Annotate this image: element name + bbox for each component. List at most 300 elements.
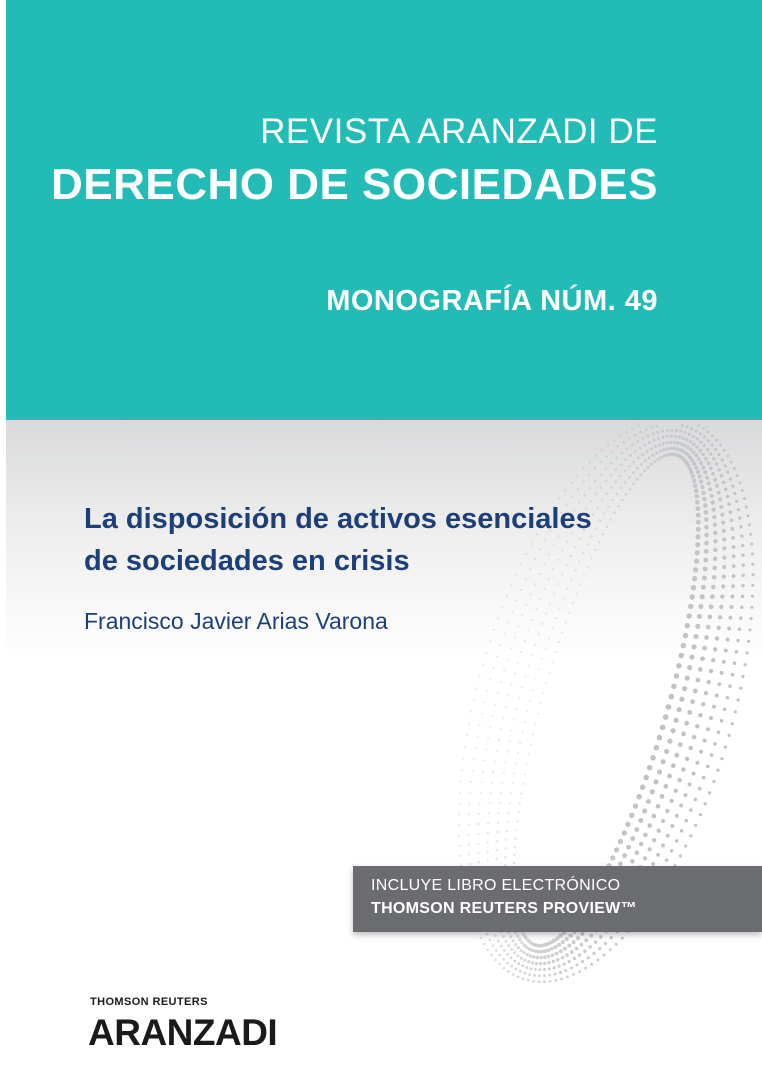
swirl-dot (615, 457, 617, 459)
swirl-dot (555, 617, 557, 619)
swirl-dot (583, 494, 585, 496)
swirl-dot (475, 747, 477, 749)
swirl-dot (689, 746, 693, 750)
swirl-dot (706, 448, 709, 451)
swirl-dot (693, 689, 698, 694)
swirl-dot (721, 458, 724, 461)
swirl-dot (682, 686, 687, 691)
swirl-dot (745, 506, 748, 509)
swirl-dot (519, 970, 522, 973)
swirl-dot (686, 613, 691, 618)
swirl-dot (606, 493, 608, 495)
swirl-dot (656, 804, 661, 809)
swirl-dot (490, 954, 492, 956)
swirl-dot (742, 563, 745, 566)
swirl-dot (708, 487, 712, 491)
swirl-dot (621, 937, 624, 940)
swirl-dot (517, 946, 520, 949)
swirl-dot (477, 852, 479, 854)
swirl-dot (510, 584, 512, 586)
swirl-dot (684, 721, 689, 726)
swirl-dot (538, 968, 541, 971)
swirl-dot (572, 940, 576, 944)
swirl-dot (512, 973, 515, 976)
swirl-dot (507, 970, 510, 973)
swirl-dot (614, 847, 619, 852)
swirl-dot (523, 959, 526, 962)
swirl-dot (516, 820, 518, 822)
swirl-dot (711, 500, 715, 504)
swirl-dot (683, 444, 686, 447)
swirl-dot (497, 692, 499, 694)
swirl-dot (590, 963, 593, 966)
swirl-dot (592, 952, 595, 955)
swirl-dot (502, 958, 505, 961)
swirl-dot (626, 448, 629, 451)
swirl-dot (524, 936, 527, 939)
swirl-dot (651, 454, 654, 457)
swirl-dot (700, 594, 705, 599)
swirl-dot (713, 557, 718, 562)
swirl-dot (459, 845, 461, 847)
swirl-dot (694, 488, 699, 493)
swirl-dot (588, 474, 590, 476)
swirl-dot (479, 802, 481, 804)
swirl-dot (728, 684, 732, 688)
swirl-dot (468, 834, 470, 836)
swirl-dot (650, 447, 653, 450)
swirl-dot (526, 710, 528, 712)
swirl-dot (670, 849, 674, 853)
swirl-dot (639, 842, 644, 847)
swirl-dot (707, 481, 711, 485)
swirl-dot (492, 771, 494, 773)
swirl-dot (529, 954, 532, 957)
swirl-dot (724, 649, 728, 653)
swirl-dot (634, 827, 639, 832)
swirl-dot (496, 655, 498, 657)
book-title-line-1: La disposición de activos esenciales (84, 503, 592, 535)
swirl-dot (487, 859, 489, 861)
swirl-dot (642, 809, 647, 814)
swirl-dot (735, 650, 739, 654)
swirl-dot (517, 976, 520, 979)
swirl-dot (677, 707, 682, 712)
swirl-dot (691, 644, 696, 649)
swirl-dot (462, 758, 464, 760)
swirl-dot (565, 937, 569, 941)
swirl-dot (496, 750, 498, 752)
swirl-dot (539, 962, 542, 965)
swirl-dot (646, 450, 649, 453)
swirl-dot (688, 782, 692, 786)
swirl-dot (537, 713, 539, 715)
swirl-dot (582, 467, 584, 469)
swirl-dot (485, 748, 487, 750)
swirl-dot (747, 640, 750, 643)
swirl-dot (527, 979, 530, 982)
swirl-dot (702, 427, 705, 430)
ebook-banner-line1: INCLUYE LIBRO ELECTRÓNICO (371, 877, 621, 894)
swirl-dot (726, 454, 729, 457)
swirl-dot (496, 849, 498, 851)
swirl-dot (701, 585, 706, 590)
swirl-dot (689, 655, 694, 660)
swirl-dot (709, 716, 713, 720)
swirl-dot (528, 973, 531, 976)
swirl-dot (687, 665, 692, 670)
swirl-dot (533, 974, 536, 977)
swirl-dot (711, 585, 716, 590)
swirl-dot (741, 675, 744, 678)
swirl-dot (504, 761, 506, 763)
swirl-dot (628, 437, 630, 439)
swirl-dot (712, 575, 717, 580)
swirl-dot (709, 452, 712, 455)
swirl-dot (656, 853, 660, 857)
swirl-dot (719, 505, 723, 509)
swirl-dot (486, 850, 488, 852)
swirl-dot (555, 952, 559, 956)
swirl-dot (506, 595, 508, 597)
swirl-dot (717, 682, 721, 686)
swirl-dot (622, 830, 627, 835)
swirl-dot (505, 940, 508, 943)
swirl-dot (538, 633, 540, 635)
swirl-dot (643, 775, 649, 781)
swirl-dot (534, 644, 536, 646)
swirl-dot (652, 433, 655, 436)
swirl-dot (610, 462, 612, 464)
swirl-dot (688, 604, 693, 609)
swirl-dot (514, 636, 516, 638)
swirl-dot (610, 474, 612, 476)
swirl-dot (518, 697, 520, 699)
swirl-dot (650, 789, 655, 794)
swirl-dot (711, 472, 715, 476)
swirl-dot (538, 980, 541, 983)
swirl-dot (720, 757, 723, 760)
swirl-dot (665, 809, 669, 813)
swirl-dot (583, 949, 586, 952)
swirl-dot (707, 461, 711, 465)
book-cover (6, 0, 762, 1078)
swirl-dot (658, 443, 661, 446)
swirl-dot (741, 584, 744, 587)
swirl-dot (670, 824, 674, 828)
swirl-dot (517, 811, 519, 813)
swirl-dot (730, 605, 734, 609)
swirl-dot (526, 953, 529, 956)
swirl-dot (671, 763, 676, 768)
swirl-dot (639, 473, 642, 476)
swirl-dot (696, 437, 699, 440)
swirl-dot (718, 498, 722, 502)
swirl-dot (679, 854, 682, 857)
swirl-dot (657, 829, 661, 833)
swirl-dot (532, 980, 535, 983)
swirl-dot (524, 721, 526, 723)
swirl-dot (513, 951, 516, 954)
swirl-dot (741, 553, 744, 556)
swirl-dot (482, 664, 484, 666)
swirl-dot (675, 839, 679, 843)
swirl-dot (540, 950, 544, 954)
swirl-dot (722, 537, 726, 541)
swirl-dot (738, 516, 741, 519)
swirl-dot (552, 661, 554, 663)
swirl-dot (727, 734, 730, 737)
swirl-dot (650, 426, 653, 429)
swirl-dot (728, 510, 732, 514)
swirl-dot (713, 478, 717, 482)
swirl-dot (520, 589, 522, 591)
swirl-dot (459, 855, 461, 857)
swirl-dot (636, 794, 642, 800)
swirl-dot (685, 623, 690, 628)
swirl-dot (665, 859, 669, 863)
swirl-dot (635, 851, 640, 856)
swirl-dot (570, 950, 574, 954)
swirl-dot (738, 627, 742, 631)
swirl-dot (458, 803, 460, 805)
ebook-banner (353, 866, 762, 932)
swirl-dot (704, 517, 709, 522)
swirl-dot (674, 718, 679, 723)
swirl-dot (605, 480, 607, 482)
swirl-dot (489, 678, 491, 680)
swirl-dot (639, 431, 642, 434)
swirl-dot (520, 651, 522, 653)
swirl-dot (532, 689, 534, 691)
swirl-dot (671, 429, 674, 432)
swirl-dot (660, 725, 666, 731)
swirl-dot (575, 947, 579, 951)
swirl-dot (541, 623, 543, 625)
swirl-dot (703, 436, 706, 439)
swirl-dot (507, 621, 509, 623)
swirl-dot (750, 617, 753, 620)
swirl-dot (713, 548, 717, 552)
swirl-dot (704, 510, 709, 515)
swirl-dot (704, 549, 709, 554)
swirl-dot (554, 979, 557, 982)
swirl-dot (466, 734, 468, 736)
swirl-dot (703, 558, 708, 563)
swirl-dot (719, 605, 723, 609)
swirl-dot (559, 971, 562, 974)
swirl-dot (689, 808, 693, 812)
swirl-dot (707, 439, 710, 442)
swirl-dot (628, 476, 631, 479)
swirl-dot (709, 669, 713, 673)
swirl-dot (704, 533, 709, 538)
swirl-dot (553, 593, 555, 595)
swirl-dot (523, 944, 526, 947)
swirl-dot (731, 722, 734, 725)
swirl-dot (615, 943, 618, 946)
swirl-dot (564, 969, 567, 972)
swirl-dot (516, 600, 518, 602)
swirl-dot (692, 462, 696, 466)
swirl-dot (691, 474, 695, 478)
swirl-dot (494, 704, 496, 706)
swirl-dot (692, 443, 695, 446)
swirl-dot (503, 967, 505, 969)
swirl-dot (653, 439, 656, 442)
swirl-dot (528, 753, 530, 755)
swirl-dot (698, 667, 703, 672)
swirl-dot (645, 428, 648, 431)
swirl-dot (595, 493, 597, 495)
swirl-dot (557, 964, 560, 967)
swirl-dot (633, 460, 636, 463)
swirl-dot (711, 443, 714, 446)
swirl-dot (521, 964, 524, 967)
swirl-dot (712, 705, 716, 709)
swirl-dot (648, 441, 651, 444)
monograph-number: MONOGRAFÍA NÚM. 49 (326, 285, 658, 317)
swirl-dot (505, 839, 507, 841)
swirl-dot (629, 813, 634, 818)
swirl-dot (677, 778, 681, 782)
swirl-dot (670, 435, 673, 438)
swirl-dot (629, 488, 632, 491)
swirl-dot (653, 460, 656, 463)
swirl-dot (510, 956, 513, 959)
swirl-dot (731, 673, 735, 677)
swirl-dot (603, 954, 606, 957)
swirl-dot (699, 813, 702, 816)
swirl-dot (503, 633, 505, 635)
swirl-dot (632, 482, 635, 485)
swirl-dot (557, 943, 561, 947)
swirl-dot (624, 481, 627, 484)
swirl-dot (730, 518, 734, 522)
swirl-dot (666, 704, 672, 710)
swirl-dot (690, 458, 694, 462)
swirl-dot (615, 480, 618, 483)
swirl-dot (498, 963, 500, 965)
swirl-dot (502, 717, 504, 719)
swirl-dot (693, 483, 698, 488)
swirl-dot (643, 469, 646, 472)
swirl-dot (558, 641, 560, 643)
swirl-dot (667, 739, 672, 744)
swirl-dot (726, 696, 730, 700)
swirl-dot (665, 447, 668, 450)
swirl-dot (512, 783, 514, 785)
swirl-dot (634, 434, 636, 436)
swirl-dot (722, 546, 726, 550)
swirl-dot (575, 963, 578, 966)
swirl-dot (671, 684, 677, 690)
swirl-dot (687, 710, 692, 715)
swirl-dot (604, 942, 607, 945)
swirl-dot (500, 728, 502, 730)
swirl-dot (470, 781, 472, 783)
swirl-dot (543, 974, 546, 977)
swirl-dot (674, 753, 679, 758)
swirl-dot (731, 584, 735, 588)
swirl-dot (750, 542, 753, 545)
swirl-dot (524, 676, 526, 678)
swirl-dot (526, 763, 528, 765)
swirl-dot (486, 690, 488, 692)
swirl-dot (520, 949, 523, 952)
swirl-dot (522, 978, 525, 981)
swirl-dot (632, 471, 635, 474)
swirl-dot (479, 792, 481, 794)
swirl-dot (726, 638, 730, 642)
swirl-dot (601, 449, 603, 451)
swirl-dot (561, 631, 563, 633)
swirl-dot (722, 481, 726, 485)
swirl-dot (624, 470, 627, 473)
swirl-dot (520, 957, 523, 960)
swirl-dot (539, 598, 541, 600)
swirl-dot (641, 453, 644, 456)
swirl-dot (540, 702, 542, 704)
swirl-dot (495, 858, 497, 860)
swirl-dot (506, 953, 509, 956)
swirl-dot (704, 457, 708, 461)
swirl-dot (710, 594, 715, 599)
swirl-dot (676, 441, 679, 444)
swirl-dot (551, 953, 555, 957)
swirl-dot (667, 774, 672, 779)
swirl-dot (548, 637, 550, 639)
swirl-dot (695, 724, 699, 728)
swirl-dot (680, 829, 684, 833)
swirl-dot (706, 765, 710, 769)
swirl-dot (736, 639, 740, 643)
swirl-dot (588, 945, 592, 949)
swirl-dot (492, 944, 495, 947)
swirl-dot (705, 476, 709, 480)
swirl-dot (501, 606, 503, 608)
swirl-dot (710, 753, 714, 757)
swirl-dot (468, 853, 470, 855)
swirl-dot (662, 448, 665, 451)
swirl-dot (717, 468, 720, 471)
swirl-dot (697, 614, 702, 619)
swirl-dot (650, 463, 653, 466)
swirl-dot (543, 949, 547, 953)
swirl-dot (694, 824, 697, 827)
swirl-dot (664, 749, 669, 754)
swirl-dot (549, 980, 552, 983)
swirl-dot (724, 746, 727, 749)
swirl-dot (643, 833, 648, 838)
swirl-dot (528, 629, 530, 631)
swirl-dot (570, 482, 572, 484)
swirl-dot (473, 758, 475, 760)
swirl-dot (684, 793, 688, 797)
swirl-dot (594, 467, 596, 469)
swirl-dot (662, 436, 665, 439)
swirl-dot (704, 541, 709, 546)
swirl-dot (534, 723, 536, 725)
swirl-dot (699, 750, 703, 754)
swirl-dot (620, 463, 623, 466)
swirl-dot (741, 489, 744, 492)
swirl-dot (729, 477, 732, 480)
swirl-dot (514, 943, 517, 946)
swirl-dot (624, 458, 627, 461)
swirl-dot (484, 701, 486, 703)
swirl-dot (695, 430, 698, 433)
